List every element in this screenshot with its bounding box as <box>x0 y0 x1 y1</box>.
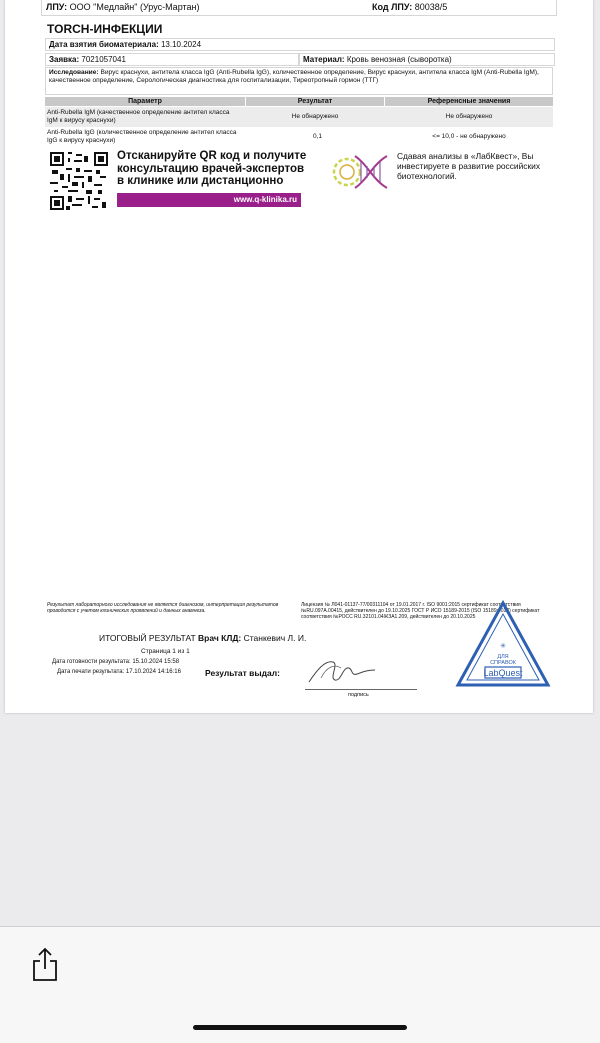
row-reference: <= 10,0 - не обнаружено <box>432 133 506 140</box>
svg-text:✳: ✳ <box>500 643 506 650</box>
doctor-label: Врач КЛД: <box>198 633 242 643</box>
lpu-value: ООО "Медлайн" (Урус-Мартан) <box>69 2 200 12</box>
row-param: Anti-Rubella IgG (количественное определение антител класса IgG к вирусу краснухи) <box>47 129 237 144</box>
promo-biotech-text: Сдавая анализы в «ЛабКвест», Вы инвестируете в развитие российских биотехнологий. <box>397 151 541 181</box>
final-result-line <box>99 633 306 643</box>
license-text: Лицензия № Л041-01137-77/00311104 от 19.01.2017 г. ISO 9001:2015 сертификат соответствия №RU.097А.00415, действителен до 19.10.2025 ГОСТ Р ИСО 15189-2015 (ISO 15189:2012) сертификат соответствия №РОСС RU.32101.04ЖЗА1.209, действителен до 20.10.2025 <box>301 602 540 620</box>
stamp-icon <box>455 600 551 688</box>
issued-label: Результат выдал: <box>205 668 280 678</box>
order-value: 7021057041 <box>81 55 126 64</box>
stamp-top: ДЛЯ <box>497 654 509 660</box>
study-block <box>45 67 553 95</box>
signature-line <box>305 689 417 690</box>
date-value: 13.10.2024 <box>160 40 202 49</box>
disclaimer-text: Результат лабораторного исследования не является диагнозом, интерпретация результатов проводится с учетом клинических проявлений и данных анамнеза. <box>47 602 279 614</box>
date-row <box>45 38 555 51</box>
material-value: Кровь венозная (сыворотка) <box>346 55 452 64</box>
final-result-label: ИТОГОВЫЙ РЕЗУЛЬТАТ <box>99 633 196 643</box>
stamp-middle: СПРАВОК <box>490 660 516 666</box>
dna-gear-icon <box>327 150 393 194</box>
table-header-reference: Референсные значения <box>385 97 553 106</box>
table-row <box>45 128 553 148</box>
promo-url-link[interactable]: www.q-klinika.ru <box>117 193 301 207</box>
qr-code-icon[interactable] <box>50 152 108 210</box>
row-result: 0,1 <box>313 133 323 140</box>
ready-date: Дата готовности результата: 15.10.2024 15:58 <box>52 659 180 665</box>
date-label: Дата взятия биоматериала: <box>49 40 159 49</box>
lpu-code-value: 80038/5 <box>414 2 448 12</box>
home-indicator[interactable] <box>193 1025 407 1030</box>
material-cell <box>299 53 555 66</box>
lpu-label: ЛПУ: <box>46 2 68 12</box>
share-icon[interactable] <box>30 947 60 983</box>
study-label: Исследование: <box>49 69 99 76</box>
stamp-brand: LabQuest <box>483 668 523 678</box>
row-reference: Не обнаружено <box>445 113 493 120</box>
lpu-code-label: Код ЛПУ: <box>372 2 413 12</box>
document-page <box>5 0 593 713</box>
signature-icon <box>305 652 385 688</box>
order-label: Заявка: <box>49 55 80 64</box>
promo-qr-text: Отсканируйте QR код и получите консультацию врачей-экспертов в клинике или дистанционно <box>117 150 307 187</box>
signature-caption: подпись <box>348 692 369 698</box>
table-header-param: Параметр <box>45 97 245 106</box>
table-row <box>45 107 553 127</box>
study-text: Вирус краснухи, антитела класса IgG (Anti-Rubella IgG), количественное определение, Вирус краснухи, антитела класса IgM (Anti-Rubella IgM), качественное определение, Серологическая диагностика для госпитализации, Тиреотропный гормон (ТТГ) <box>49 69 539 84</box>
doctor-name: Станкевич Л. И. <box>243 633 307 643</box>
print-date: Дата печати результата: 17.10.2024 14:16:16 <box>57 669 181 675</box>
page-title: TORCH-ИНФЕКЦИИ <box>47 22 163 36</box>
order-cell <box>45 53 299 66</box>
table-header-result: Результат <box>246 97 384 106</box>
row-param: Anti-Rubella IgM (качественное определение антител класса IgM к вирусу краснухи) <box>47 109 230 124</box>
row-result: Не обнаружено <box>291 113 339 120</box>
material-label: Материал: <box>303 55 345 64</box>
lpu-row <box>41 0 557 16</box>
page-number: Страница 1 из 1 <box>141 648 190 655</box>
